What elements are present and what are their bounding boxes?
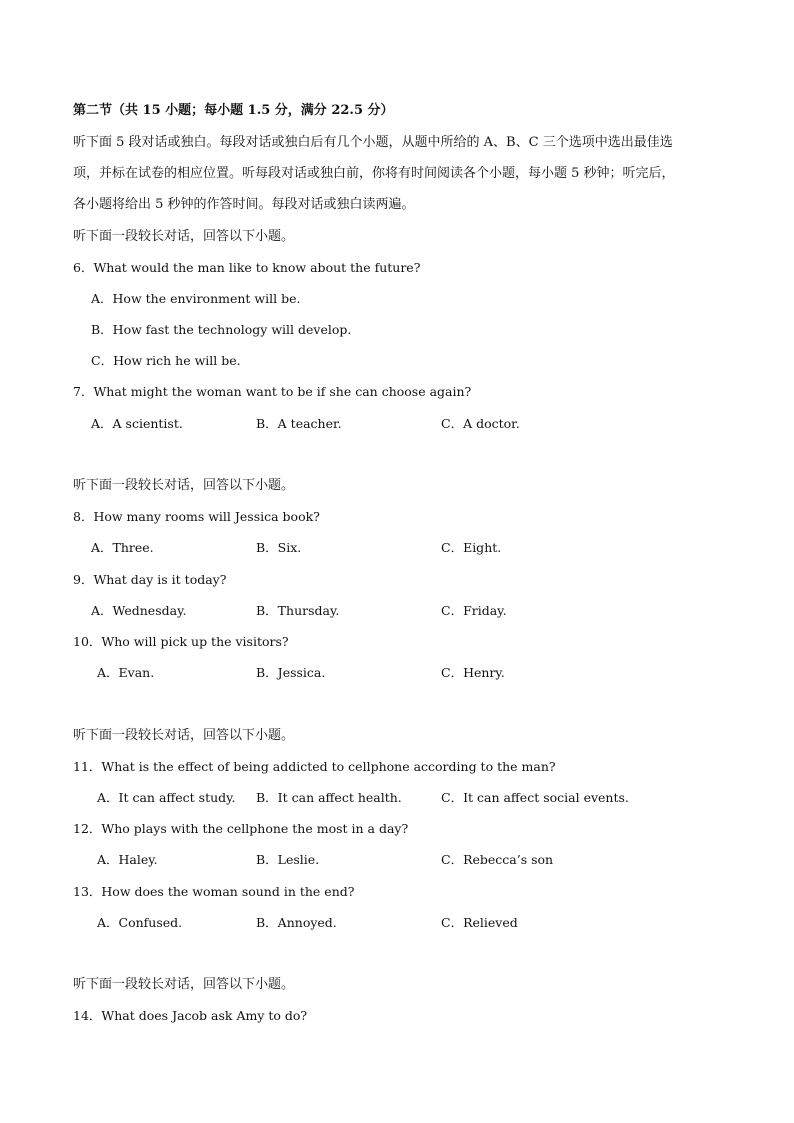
group-intro: 听下面一段较长对话，回答以下小题。: [73, 478, 295, 493]
question-9: 9．What day is it today?: [73, 572, 227, 587]
question-13-option-a: A．Confused.: [97, 915, 183, 930]
question-9-option-b: B．Thursday.: [256, 603, 340, 618]
group-intro: 听下面一段较长对话，回答以下小题。: [73, 229, 295, 244]
question-11-option-a: A．It can affect study.: [97, 790, 236, 805]
question-10-option-b: B．Jessica.: [256, 665, 326, 680]
instruction-line-2: 项，并标在试卷的相应位置。听每段对话或独白前，你将有时间阅读各个小题，每小题 5 秒钟；听完后，: [73, 166, 675, 181]
question-6-option-b: B．How fast the technology will develop.: [91, 322, 352, 337]
instruction-line-3: 各小题将给出 5 秒钟的作答时间。每段对话或独白读两遍。: [73, 197, 415, 212]
question-7-option-a: A．A scientist.: [91, 416, 183, 431]
question-6-option-c: C．How rich he will be.: [91, 353, 241, 368]
question-10-option-a: A．Evan.: [97, 665, 155, 680]
question-12-option-a: A．Haley.: [97, 852, 158, 867]
question-9-option-c: C．Friday.: [441, 603, 507, 618]
section-heading: 第二节（共 15 小题；每小题 1.5 分，满分 22.5 分）: [73, 103, 394, 118]
question-12-option-c: C．Rebecca’s son: [441, 852, 554, 867]
question-9-option-a: A．Wednesday.: [91, 603, 187, 618]
question-12: 12．Who plays with the cellphone the most in a day?: [73, 821, 409, 836]
question-7-option-c: C．A doctor.: [441, 416, 520, 431]
question-12-option-b: B．Leslie.: [256, 852, 320, 867]
group-intro: 听下面一段较长对话，回答以下小题。: [73, 977, 295, 992]
question-13-option-c: C．Relieved: [441, 915, 518, 930]
group-intro: 听下面一段较长对话，回答以下小题。: [73, 728, 295, 743]
question-10-option-c: C．Henry.: [441, 665, 505, 680]
question-10: 10．Who will pick up the visitors?: [73, 634, 289, 649]
question-11-option-b: B．It can affect health.: [256, 790, 402, 805]
question-14: 14．What does Jacob ask Amy to do?: [73, 1008, 308, 1023]
question-8-option-a: A．Three.: [91, 540, 154, 555]
question-6-option-a: A．How the environment will be.: [91, 291, 301, 306]
question-11-option-c: C．It can affect social events.: [441, 790, 629, 805]
question-7-option-b: B．A teacher.: [256, 416, 342, 431]
question-11: 11．What is the effect of being addicted to cellphone according to the man?: [73, 759, 556, 774]
instruction-line-1: 听下面 5 段对话或独白。每段对话或独白后有几个小题，从题中所给的 A、B、C 三个选项中选出最佳选: [73, 135, 673, 150]
question-8-option-c: C．Eight.: [441, 540, 502, 555]
question-13: 13．How does the woman sound in the end?: [73, 884, 355, 899]
question-6: 6．What would the man like to know about the future?: [73, 260, 421, 275]
question-8: 8．How many rooms will Jessica book?: [73, 509, 320, 524]
question-7: 7．What might the woman want to be if she can choose again?: [73, 384, 472, 399]
question-13-option-b: B．Annoyed.: [256, 915, 337, 930]
question-8-option-b: B．Six.: [256, 540, 302, 555]
